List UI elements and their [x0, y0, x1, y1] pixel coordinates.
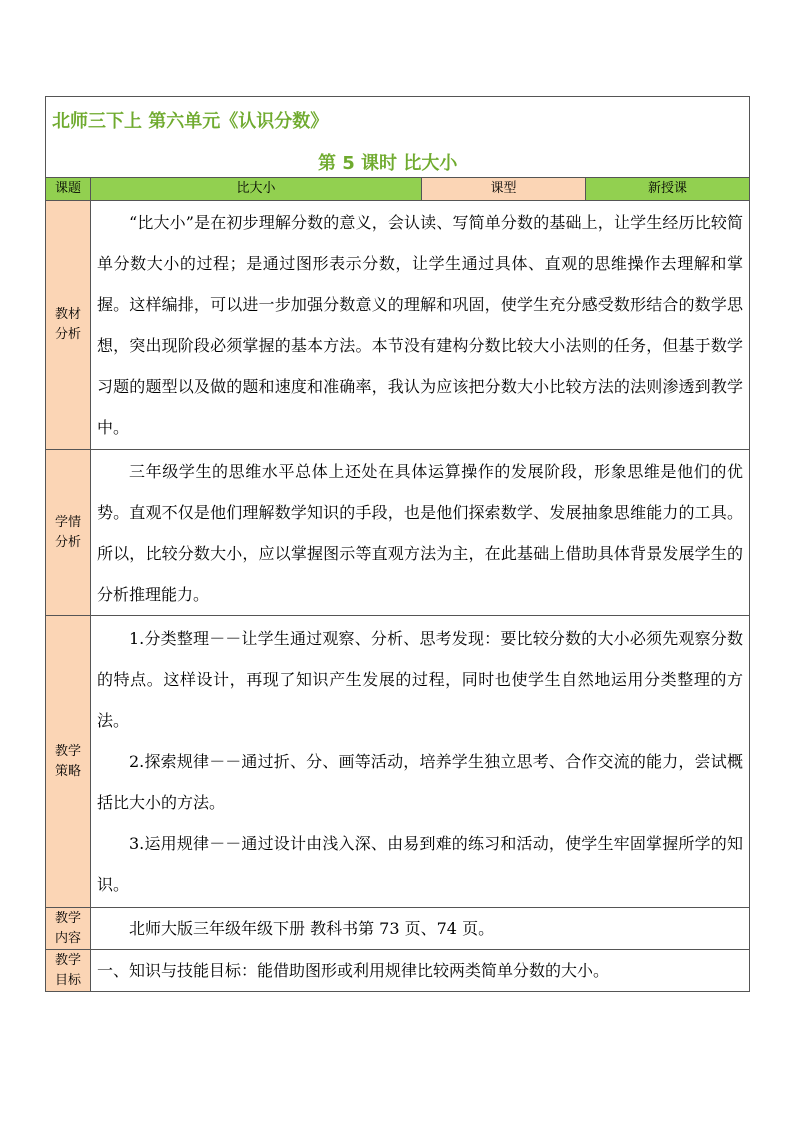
student-analysis-label: 学情 分析 — [46, 450, 91, 616]
teaching-content-label: 教学 内容 — [46, 908, 91, 950]
teaching-strategy-label: 教学 策略 — [46, 616, 91, 908]
teaching-goal-label: 教学 目标 — [46, 950, 91, 992]
topic-label: 课题 — [46, 178, 91, 201]
type-label: 课型 — [422, 178, 586, 201]
lesson-plan-table — [45, 96, 750, 992]
teaching-content-text: 北师大版三年级年级下册 教科书第 73 页、74 页。 — [91, 908, 750, 950]
type-value: 新授课 — [586, 178, 750, 201]
title-cell — [46, 97, 750, 178]
topic-value: 比大小 — [91, 178, 422, 201]
textbook-analysis-label: 教材 分析 — [46, 201, 91, 450]
teaching-strategy-text — [91, 616, 750, 908]
strategy-item: 2.探索规律－－通过折、分、画等活动，培养学生独立思考、合作交流的能力，尝试概括比大小的方法。 — [97, 752, 743, 812]
teaching-goal-text: 一、知识与技能目标：能借助图形或利用规律比较两类简单分数的大小。 — [91, 950, 750, 992]
strategy-item: 3.运用规律－－通过设计由浅入深、由易到难的练习和活动，使学生牢固掌握所学的知识。 — [97, 834, 743, 894]
student-analysis-text: 三年级学生的思维水平总体上还处在具体运算操作的发展阶段，形象思维是他们的优势。直观不仅是他们理解数学知识的手段，也是他们探索数学、发展抽象思维能力的工具。所以，比较分数大小，应以掌握图示等直观方法为主，在此基础上借助具体背景发展学生的分析推理能力。 — [91, 450, 750, 616]
unit-title: 北师三下上 第六单元《认识分数》 — [52, 111, 329, 132]
textbook-analysis-text: “比大小”是在初步理解分数的意义，会认读、写简单分数的基础上，让学生经历比较简单分数大小的过程；是通过图形表示分数，让学生通过具体、直观的思维操作去理解和掌握。这样编排，可以进一步加强分数意义的理解和巩固，使学生充分感受数形结合的数学思想，突出现阶段必须掌握的基本方法。本节没有建构分数比较大小法则的任务，但基于数学习题的题型以及做的题和速度和准确率，我认为应该把分数大小比较方法的法则渗透到教学中。 — [91, 201, 750, 450]
lesson-subtitle: 第 5 课时 比大小 — [318, 153, 458, 174]
strategy-item: 1.分类整理－－让学生通过观察、分析、思考发现：要比较分数的大小必须先观察分数的特点。这样设计，再现了知识产生发展的过程，同时也使学生自然地运用分类整理的方法。 — [97, 629, 743, 730]
